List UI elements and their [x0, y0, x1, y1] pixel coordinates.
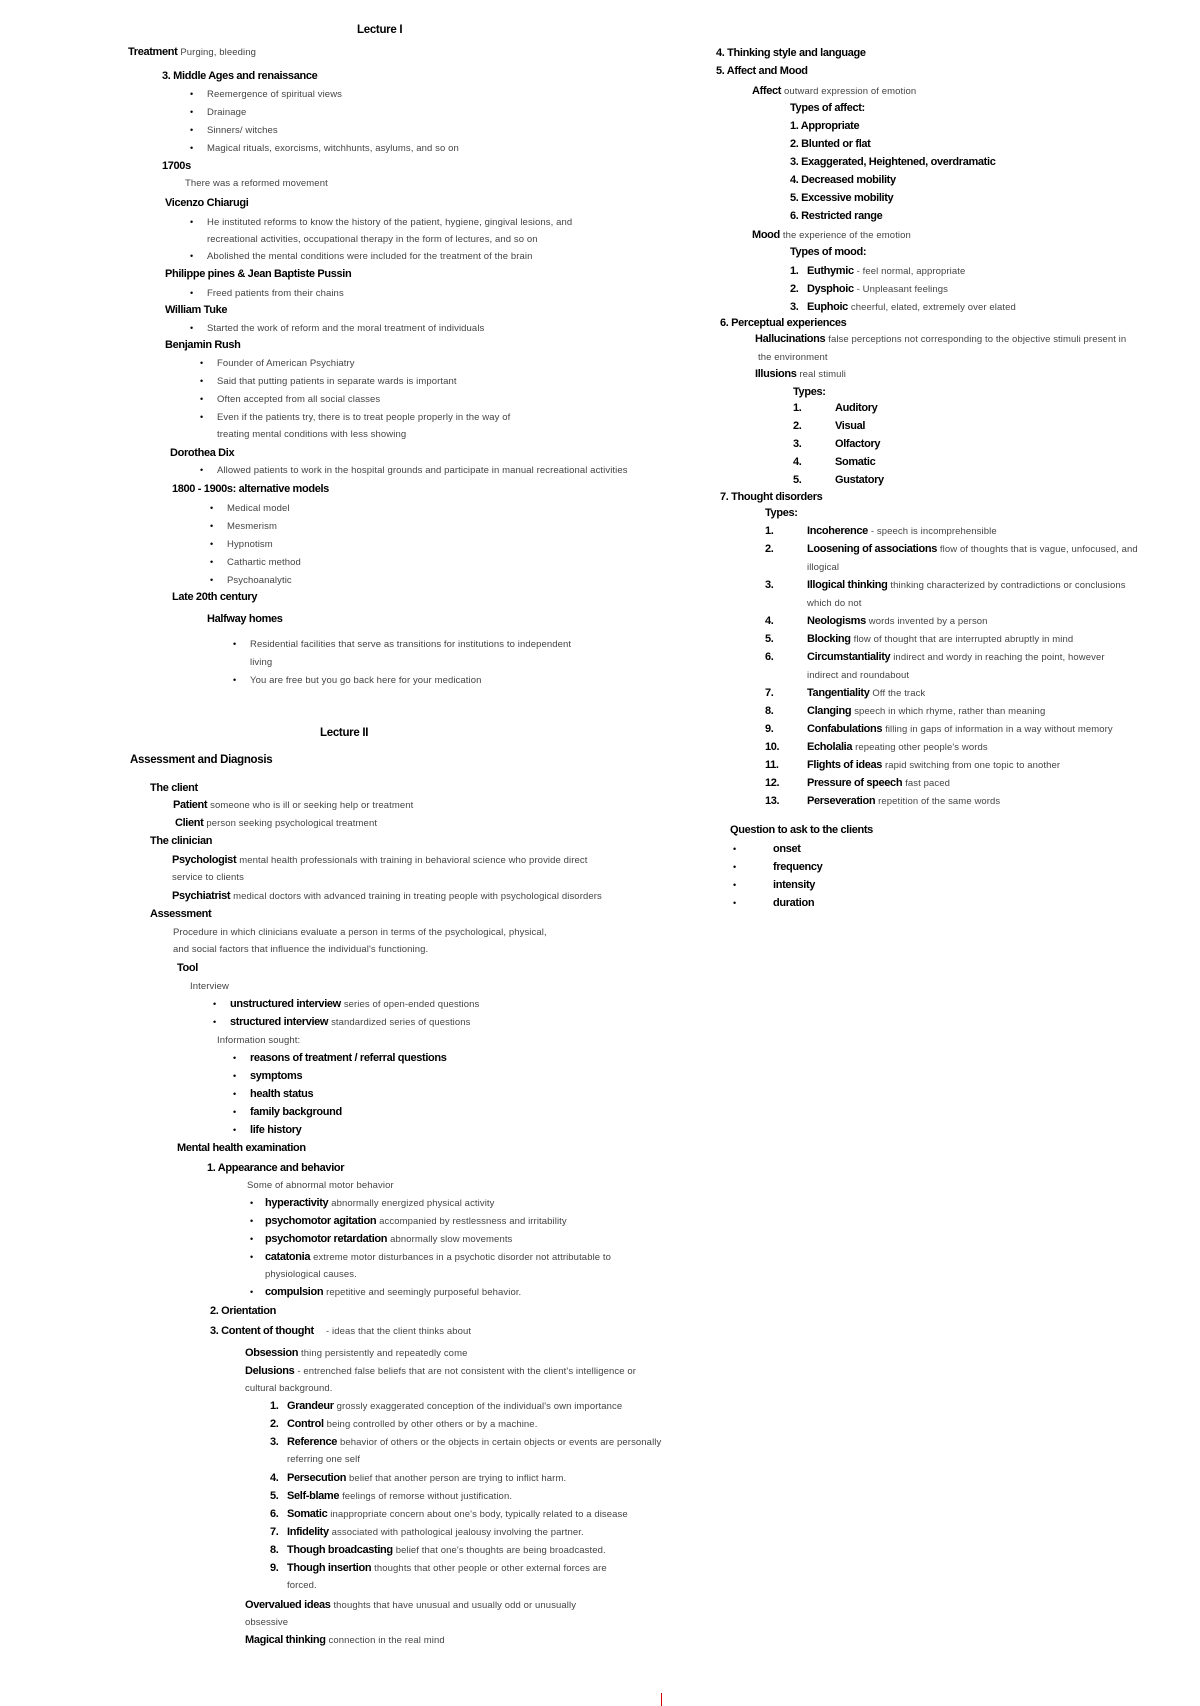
list-item: 6. Restricted range — [790, 210, 883, 222]
definition-line — [245, 1363, 636, 1380]
section-heading: The client — [150, 782, 198, 794]
term-definition: repetitive and seemingly purposeful behavior. — [326, 1287, 522, 1298]
list-item: He instituted reforms to know the history of the patient, hygiene, gingival lesions, and — [207, 217, 573, 228]
section-heading: Dorothea Dix — [170, 447, 235, 459]
bullet-icon: • — [250, 1252, 254, 1262]
list-item: Abolished the mental conditions were included for the treatment of the brain — [207, 251, 533, 262]
term-label: psychomotor agitation — [265, 1215, 377, 1227]
term-definition: someone who is ill or seeking help or treatment — [210, 800, 414, 811]
list-item: family background — [250, 1106, 342, 1118]
bullet-icon: • — [250, 1216, 254, 1226]
bullet-icon: • — [233, 639, 237, 649]
bullet-icon: • — [733, 844, 737, 854]
text-line: Interview — [190, 981, 229, 992]
text-line: Some of abnormal motor behavior — [247, 1180, 394, 1191]
list-number: 4. — [270, 1472, 279, 1484]
term-label: compulsion — [265, 1286, 324, 1298]
list-item: 4. Decreased mobility — [790, 174, 896, 186]
mood-type — [807, 263, 965, 280]
delusion-type — [287, 1488, 512, 1505]
subsection-heading: 2. Orientation — [210, 1305, 276, 1317]
thought-disorder — [807, 721, 1113, 738]
term-definition: abnormally slow movements — [390, 1234, 513, 1245]
term-label: Loosening of associations — [807, 543, 937, 555]
bullet-icon: • — [200, 358, 204, 368]
term-label: Illogical thinking — [807, 579, 888, 591]
text-line: Information sought: — [217, 1035, 301, 1046]
list-item: You are free but you go back here for your medication — [250, 675, 482, 686]
bullet-item — [230, 996, 479, 1013]
list-number: 10. — [765, 741, 780, 753]
term-label: Psychiatrist — [172, 890, 231, 902]
section-heading: Philippe pines & Jean Baptiste Pussin — [165, 268, 352, 280]
thought-disorder — [807, 577, 1126, 594]
text-line: indirect and roundabout — [807, 670, 910, 681]
section-title: Assessment and Diagnosis — [130, 754, 273, 766]
term-label: Hallucinations — [755, 333, 826, 345]
list-number: 6. — [270, 1508, 279, 1520]
list-number: 8. — [270, 1544, 279, 1556]
list-item: Olfactory — [835, 438, 881, 450]
term-definition: mental health professionals with training in behavioral science who provide direct — [239, 855, 588, 866]
term-label: Echolalia — [807, 741, 853, 753]
text-line: Procedure in which clinicians evaluate a person in terms of the psychological, physical, — [173, 927, 547, 938]
thought-disorder — [807, 703, 1045, 720]
list-item: Residential facilities that serve as transitions for institutions to independent — [250, 639, 572, 650]
term-definition: flow of thoughts that is vague, unfocused, and — [939, 544, 1138, 555]
list-number: 2. — [270, 1418, 279, 1430]
bullet-icon: • — [233, 675, 237, 685]
term-label: Patient — [173, 799, 208, 811]
bullet-icon: • — [190, 89, 194, 99]
term-label: Client — [175, 817, 204, 829]
term-label: Clanging — [807, 705, 852, 717]
term-label: Circumstantiality — [807, 651, 891, 663]
term-definition: - Unpleasant feelings — [856, 284, 948, 295]
thought-disorder — [807, 757, 1060, 774]
list-item: Gustatory — [835, 474, 884, 486]
term-definition: thing persistently and repeatedly come — [301, 1348, 468, 1359]
term-label: Pressure of speech — [807, 777, 903, 789]
term-definition: person seeking psychological treatment — [206, 818, 378, 829]
bullet-icon: • — [250, 1198, 254, 1208]
list-number: 5. — [765, 633, 774, 645]
definition-line — [752, 227, 911, 244]
section-heading: Late 20th century — [172, 591, 258, 603]
thought-disorder — [807, 613, 988, 630]
list-item: Allowed patients to work in the hospital grounds and participate in manual recreational activities — [217, 465, 628, 476]
term-definition: - speech is incomprehensible — [870, 526, 997, 537]
term-label: Affect — [752, 85, 782, 97]
bullet-icon: • — [210, 503, 214, 513]
term-label: Infidelity — [287, 1526, 329, 1538]
bullet-icon: • — [250, 1234, 254, 1244]
list-item: symptoms — [250, 1070, 303, 1082]
definition-line — [245, 1632, 445, 1649]
list-item: Hypnotism — [227, 539, 273, 550]
bullet-item — [230, 1014, 471, 1031]
list-item: Drainage — [207, 107, 247, 118]
term-label: Tangentiality — [807, 687, 870, 699]
definition-line — [173, 797, 413, 814]
section-heading: 1800 - 1900s: alternative models — [172, 483, 329, 495]
list-number: 2. — [790, 283, 799, 295]
subsection-heading: Types: — [793, 386, 826, 398]
list-item: recreational activities, occupational therapy in the form of lectures, and so on — [207, 234, 538, 245]
bullet-icon: • — [190, 143, 194, 153]
bullet-icon: • — [733, 862, 737, 872]
list-number: 1. — [793, 402, 802, 414]
subsection-heading: Halfway homes — [207, 613, 283, 625]
list-item: reasons of treatment / referral questions — [250, 1052, 447, 1064]
bullet-icon: • — [213, 999, 217, 1009]
list-number: 1. — [765, 525, 774, 537]
bullet-icon: • — [233, 1089, 237, 1099]
section-heading: 6. Perceptual experiences — [720, 317, 847, 329]
definition-line — [172, 852, 587, 869]
term-definition: thoughts that other people or other external forces are — [374, 1563, 607, 1574]
list-item: frequency — [773, 861, 823, 873]
term-label: Neologisms — [807, 615, 866, 627]
section-heading: The clinician — [150, 835, 213, 847]
definition-line — [172, 888, 602, 905]
mood-type — [807, 281, 948, 298]
delusion-type — [287, 1398, 622, 1415]
section-heading: 1700s — [162, 160, 191, 172]
thought-disorder — [807, 523, 997, 540]
term-definition: Purging, bleeding — [180, 47, 257, 58]
bullet-icon: • — [200, 376, 204, 386]
bullet-icon: • — [233, 1053, 237, 1063]
term-label: Self-blame — [287, 1490, 340, 1502]
term-definition: accompanied by restlessness and irritability — [379, 1216, 567, 1227]
section-heading: Question to ask to the clients — [730, 824, 873, 836]
list-item: Mesmerism — [227, 521, 277, 532]
term-label: catatonia — [265, 1251, 311, 1263]
term-definition: belief that another person are trying to inflict harm. — [349, 1473, 567, 1484]
list-item: 2. Blunted or flat — [790, 138, 871, 150]
list-number: 8. — [765, 705, 774, 717]
bullet-icon: • — [210, 539, 214, 549]
list-item: Started the work of reform and the moral treatment of individuals — [207, 323, 485, 334]
term-label: Confabulations — [807, 723, 883, 735]
thought-disorder — [807, 649, 1105, 666]
term-label: Overvalued ideas — [245, 1599, 331, 1611]
bullet-icon: • — [210, 557, 214, 567]
bullet-item — [265, 1284, 521, 1301]
section-heading: Mental health examination — [177, 1142, 306, 1154]
bullet-icon: • — [190, 217, 194, 227]
list-item: Medical model — [227, 503, 290, 514]
definition-line — [752, 83, 916, 100]
term-label: Grandeur — [287, 1400, 334, 1412]
heading-note: - ideas that the client thinks about — [326, 1326, 472, 1337]
bullet-icon: • — [250, 1287, 254, 1297]
subsection-heading: Types of affect: — [790, 102, 865, 114]
delusion-type — [287, 1470, 566, 1487]
list-item: Freed patients from their chains — [207, 288, 344, 299]
list-item: health status — [250, 1088, 314, 1100]
term-definition: behavior of others or the objects in certain objects or events are personally — [339, 1437, 662, 1448]
term-definition: rapid switching from one topic to another — [885, 760, 1061, 771]
list-item: Visual — [835, 420, 866, 432]
text-line: forced. — [287, 1580, 317, 1591]
list-number: 12. — [765, 777, 780, 789]
term-definition: grossly exaggerated conception of the individual's own importance — [336, 1401, 623, 1412]
term-label: Flights of ideas — [807, 759, 883, 771]
list-item: Founder of American Psychiatry — [217, 358, 355, 369]
list-number: 3. — [790, 301, 799, 313]
term-definition: speech in which rhyme, rather than meaning — [854, 706, 1046, 717]
text-line: obsessive — [245, 1617, 289, 1628]
term-definition: the experience of the emotion — [782, 230, 911, 241]
term-label: hyperactivity — [265, 1197, 329, 1209]
term-definition: series of open-ended questions — [343, 999, 480, 1010]
term-definition: words invented by a person — [868, 616, 988, 627]
list-item: 1. Appropriate — [790, 120, 860, 132]
bullet-icon: • — [190, 125, 194, 135]
subsection-heading: Types of mood: — [790, 246, 867, 258]
term-label: Illusions — [755, 368, 797, 380]
list-item: Somatic — [835, 456, 876, 468]
term-definition: thinking characterized by contradictions or conclusions — [890, 580, 1126, 591]
term-definition: inappropriate concern about one's body, typically related to a disease — [330, 1509, 628, 1520]
treatment-line — [128, 44, 256, 61]
list-item: Psychoanalytic — [227, 575, 292, 586]
list-item: life history — [250, 1124, 302, 1136]
term-label: Obsession — [245, 1347, 299, 1359]
definition-line — [175, 815, 377, 832]
section-heading: Vicenzo Chiarugi — [165, 197, 249, 209]
list-number: 2. — [765, 543, 774, 555]
bullet-icon: • — [233, 1071, 237, 1081]
bullet-item — [265, 1213, 567, 1230]
term-definition: associated with pathological jealousy involving the partner. — [331, 1527, 584, 1538]
bullet-icon: • — [200, 394, 204, 404]
list-item: onset — [773, 843, 801, 855]
list-number: 3. — [270, 1436, 279, 1448]
list-number: 9. — [270, 1562, 279, 1574]
list-number: 4. — [793, 456, 802, 468]
term-label: Control — [287, 1418, 324, 1430]
list-number: 3. — [765, 579, 774, 591]
subsection-heading: Types: — [765, 507, 798, 519]
definition-line — [755, 366, 846, 383]
term-definition: repetition of the same words — [878, 796, 1001, 807]
bullet-icon: • — [200, 412, 204, 422]
delusion-type — [287, 1542, 606, 1559]
text-line: the environment — [758, 352, 828, 363]
text-line: physiological causes. — [265, 1269, 357, 1280]
list-number: 6. — [765, 651, 774, 663]
list-number: 4. — [765, 615, 774, 627]
list-item: Reemergence of spiritual views — [207, 89, 343, 100]
text-line: There was a reformed movement — [185, 178, 328, 189]
list-number: 3. — [793, 438, 802, 450]
term-definition: repeating other people's words — [855, 742, 988, 753]
term-definition: extreme motor disturbances in a psychotic disorder not attributable to — [313, 1252, 612, 1263]
term-definition: connection in the real mind — [328, 1635, 445, 1646]
list-number: 1. — [270, 1400, 279, 1412]
thought-disorder — [807, 739, 988, 756]
section-heading: 4. Thinking style and language — [716, 47, 866, 59]
term-label: Euthymic — [807, 265, 854, 277]
term-definition: outward expression of emotion — [784, 86, 917, 97]
list-item: duration — [773, 897, 815, 909]
section-heading: 7. Thought disorders — [720, 491, 823, 503]
term-label: Euphoic — [807, 301, 848, 313]
term-label: Delusions — [245, 1365, 295, 1377]
term-label: Psychologist — [172, 854, 237, 866]
section-heading: Benjamin Rush — [165, 339, 241, 351]
thought-disorder — [807, 793, 1000, 810]
term-label: Though insertion — [287, 1562, 372, 1574]
text-line: illogical — [807, 562, 840, 573]
lecture-title: Lecture I — [357, 24, 403, 36]
definition-line — [755, 331, 1126, 348]
bullet-icon: • — [233, 1125, 237, 1135]
text-cursor — [661, 1693, 662, 1706]
list-item: Cathartic method — [227, 557, 301, 568]
thought-disorder — [807, 685, 925, 702]
list-item: treating mental conditions with less showing — [217, 429, 407, 440]
bullet-icon: • — [190, 251, 194, 261]
term-definition: abnormally energized physical activity — [331, 1198, 495, 1209]
delusion-type — [287, 1560, 607, 1577]
section-heading: 3. Middle Ages and renaissance — [162, 70, 318, 82]
bullet-icon: • — [233, 1107, 237, 1117]
thought-disorder — [807, 631, 1073, 648]
list-number: 9. — [765, 723, 774, 735]
thought-disorder — [807, 541, 1138, 558]
term-definition: Off the track — [872, 688, 926, 699]
term-label: Persecution — [287, 1472, 347, 1484]
term-label: Mood — [752, 229, 780, 241]
term-definition: - entrenched false beliefs that are not consistent with the client's intelligence or — [297, 1366, 637, 1377]
term-definition: real stimuli — [799, 369, 846, 380]
term-label: Though broadcasting — [287, 1544, 393, 1556]
delusion-type — [287, 1434, 661, 1451]
term-definition: - feel normal, appropriate — [856, 266, 966, 277]
bullet-item — [265, 1231, 512, 1248]
subsection-heading: 3. Content of thought — [210, 1325, 314, 1337]
delusion-type — [287, 1506, 628, 1523]
bullet-icon: • — [213, 1017, 217, 1027]
list-item: 3. Exaggerated, Heightened, overdramatic — [790, 156, 996, 168]
term-definition: cheerful, elated, extremely over elated — [850, 302, 1016, 313]
term-label: Treatment — [128, 46, 178, 58]
section-heading: 5. Affect and Mood — [716, 65, 808, 77]
list-item: living — [250, 657, 273, 668]
section-heading: Tool — [177, 962, 198, 974]
list-number: 5. — [793, 474, 802, 486]
subsection-heading: 1. Appearance and behavior — [207, 1162, 345, 1174]
term-definition: flow of thought that are interrupted abruptly in mind — [853, 634, 1074, 645]
text-line: cultural background. — [245, 1383, 333, 1394]
bullet-icon: • — [733, 898, 737, 908]
term-label: psychomotor retardation — [265, 1233, 388, 1245]
bullet-item — [265, 1249, 611, 1266]
term-label: Reference — [287, 1436, 338, 1448]
bullet-icon: • — [210, 521, 214, 531]
bullet-icon: • — [190, 107, 194, 117]
bullet-icon: • — [733, 880, 737, 890]
text-line: and social factors that influence the individual's functioning. — [173, 944, 429, 955]
text-line: referring one self — [287, 1454, 361, 1465]
term-definition: false perceptions not corresponding to the objective stimuli present in — [828, 334, 1127, 345]
delusion-type — [287, 1524, 584, 1541]
list-item: Magical rituals, exorcisms, witchhunts, asylums, and so on — [207, 143, 459, 154]
definition-line — [245, 1345, 467, 1362]
list-number: 5. — [270, 1490, 279, 1502]
term-label: structured interview — [230, 1016, 329, 1028]
text-line: which do not — [807, 598, 862, 609]
term-definition: medical doctors with advanced training in treating people with psychological disorders — [233, 891, 602, 902]
term-label: Perseveration — [807, 795, 876, 807]
section-heading: William Tuke — [165, 304, 228, 316]
definition-line — [245, 1597, 576, 1614]
bullet-icon: • — [210, 575, 214, 585]
list-number: 11. — [765, 759, 779, 771]
list-item: Often accepted from all social classes — [217, 394, 381, 405]
mood-type — [807, 299, 1016, 316]
term-definition: belief that one's thoughts are being broadcasted. — [395, 1545, 606, 1556]
list-number: 7. — [765, 687, 774, 699]
list-item: Said that putting patients in separate wards is important — [217, 376, 457, 387]
bullet-item — [265, 1195, 495, 1212]
text-line: service to clients — [172, 872, 245, 883]
term-label: Incoherence — [807, 525, 868, 537]
delusion-type — [287, 1416, 537, 1433]
term-definition: fast paced — [905, 778, 950, 789]
term-definition: standardized series of questions — [331, 1017, 471, 1028]
term-label: Dysphoic — [807, 283, 854, 295]
list-item: Even if the patients try, there is to treat people properly in the way of — [217, 412, 511, 423]
bullet-icon: • — [190, 323, 194, 333]
list-number: 2. — [793, 420, 802, 432]
list-item: 5. Excessive mobility — [790, 192, 894, 204]
term-label: Blocking — [807, 633, 851, 645]
term-definition: thoughts that have unusual and usually odd or unusually — [333, 1600, 577, 1611]
thought-disorder — [807, 775, 950, 792]
term-label: unstructured interview — [230, 998, 341, 1010]
list-number: 7. — [270, 1526, 279, 1538]
term-definition: being controlled by other others or by a machine. — [326, 1419, 538, 1430]
bullet-icon: • — [190, 288, 194, 298]
section-heading: Assessment — [150, 908, 212, 920]
lecture-title: Lecture II — [320, 727, 369, 739]
term-label: Somatic — [287, 1508, 328, 1520]
list-item: Sinners/ witches — [207, 125, 278, 136]
term-label: Magical thinking — [245, 1634, 326, 1646]
term-definition: indirect and wordy in reaching the point, however — [893, 652, 1105, 663]
term-definition: feelings of remorse without justification. — [342, 1491, 513, 1502]
list-number: 1. — [790, 265, 799, 277]
term-definition: filling in gaps of information in a way without memory — [885, 724, 1113, 735]
bullet-icon: • — [200, 465, 204, 475]
list-item: Auditory — [835, 402, 878, 414]
list-item: intensity — [773, 879, 816, 891]
list-number: 13. — [765, 795, 780, 807]
